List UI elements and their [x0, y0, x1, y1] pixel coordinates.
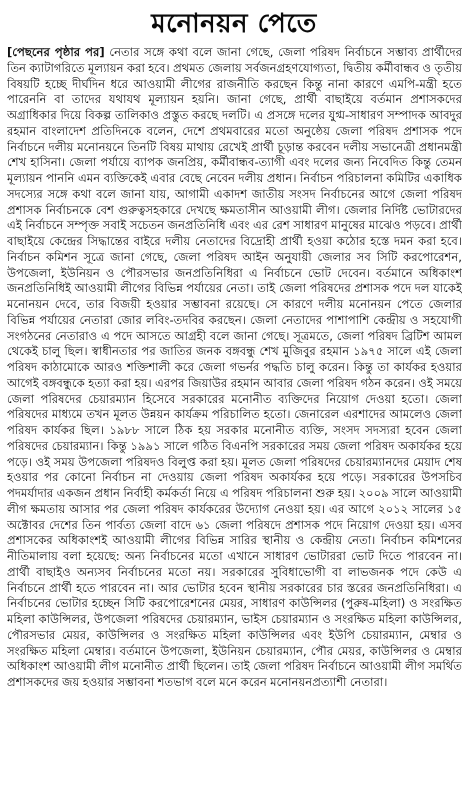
article-headline: মনোনয়ন পেতে: [151, 9, 317, 39]
article-body-text: নেতার সঙ্গে কথা বলে জানা গেছে, জেলা পরিষদ নির্বাচনে সম্ভাব্য প্রার্থীদের তিন ক্যাটাগরিতে মূল্যায়ন করা হবে। প্রথমত জেলায় সর্বজনগ্রহণযোগ্যতা, দ্বিতীয় কর্মীবান্ধব ও তৃতীয় বিষয়টি হচ্ছে দীর্ঘদিন ধরে আওয়ামী লীগের রাজনীতি করছেন কিন্তু নানা কারণে এমপি-মন্ত্রী হতে পারেননি বা তাদের যথাযথ মূল্যায়ন হয়নি। জানা গেছে, প্রার্থী বাছাইয়ে বর্তমান প্রশাসকদের অগ্রাধিকার দিয়ে বিকল্প তালিকাও প্রস্তুত করছে দলটি। এ প্রসঙ্গে দলের যুগ্ম-সাধারণ সম্পাদক আবদুর রহমান বাংলাদেশ প্রতিদিনকে বলেন, দেশে প্রথমবারের মতো অনুষ্ঠেয় জেলা পরিষদ প্রশাসক পদে নির্বাচনে দলীয় মনোনয়নে তিনটি বিষয় মাথায় রেখেই প্রার্থী চূড়ান্ত করবেন দলীয় সভানেত্রী প্রধানমন্ত্রী শেখ হাসিনা। জেলা পর্যায়ে ব্যাপক জনপ্রিয়, কর্মীবান্ধব-ত্যাগী এবং দলের জন্য নিবেদিত কিন্তু তেমন মূল্যায়ন পাননি এমন ব্যক্তিকেই এবার বেছে নেবেন দলীয় প্রধান। নির্বাচন পরিচালনা কমিটির একাধিক সদস্যের সঙ্গে কথা বলে জানা যায়, আগামী একাদশ জাতীয় সংসদ নির্বাচনের আগে জেলা পরিষদ প্রশাসক নির্বাচনকে বেশ গুরুত্বসহকারে দেখছে ক্ষমতাসীন আওয়ামী লীগ। জেলার নির্দিষ্ট ভোটারদের এই নির্বাচনে সম্পৃক্ত সবাই সচেতন জনপ্রতিনিধি এবং এর রেশ সাধারণ মানুষের মাঝেও পড়বে। প্রার্থী বাছাইয়ে কেন্দ্রের সিদ্ধান্তের বাইরে দলীয় নেতাদের বিদ্রোহী প্রার্থী হওয়া কঠোর হস্তে দমন করা হবে। নির্বাচন কমিশন সূত্রে জানা গেছে, জেলা পরিষদ আইন অনুযায়ী জেলার সব সিটি করপোরেশন, উপজেলা, ইউনিয়ন ও পৌরসভার জনপ্রতিনিধিরা এ নির্বাচনে ভোট দেবেন। বর্তমানে অধিকাংশ জনপ্রতিনিধিই আওয়ামী লীগের বিভিন্ন পর্যায়ের নেতা। তাই জেলা পরিষদের প্রশাসক পদে দল যাকেই মনোনয়ন দেবে, তার বিজয়ী হওয়ার সম্ভাবনা রয়েছে। সে কারণে দলীয় মনোনয়ন পেতে জেলার বিভিন্ন পর্যায়ের নেতারা জোর লবিং-তদবির করছেন। জেলা নেতাদের পাশাপাশি কেন্দ্রীয় ও সহযোগী সংগঠনের নেতারাও এ পদে আসতে আগ্রহী বলে জানা গেছে। সূত্রমতে, জেলা পরিষদ ব্রিটিশ আমল থেকেই চালু ছিল। স্বাধীনতার পর জাতির জনক বঙ্গবন্ধু শেখ মুজিবুর রহমান ১৯৭৫ সালে এই জেলা পরিষদ কাঠামোকে আরও শক্তিশালী করে জেলা গভর্নর পদ্ধতি চালু করেন। কিন্তু তা কার্যকর হওয়ার আগেই বঙ্গবন্ধুকে হত্যা করা হয়। এরপর জিয়াউর রহমান আবার জেলা পরিষদ গঠন করেন। ওই সময়ে জেলা পরিষদের চেয়ারম্যান হিসেবে সরকারের মনোনীত ব্যক্তিদের নিয়োগ দেওয়া হতো। জেলা পরিষদের মাধ্যমে তখন মূলত উন্নয়ন কার্যক্রম পরিচালিত হতো। জেনারেল এরশাদের আমলেও জেলা পরিষদ কার্যকর ছিল। ১৯৮৮ সালে ঠিক হয় সরকার মনোনীত ব্যক্তি, সংসদ সদস্যরা হবেন জেলা পরিষদের চেয়ারম্যান। কিন্তু ১৯৯১ সালে গঠিত বিএনপি সরকারের সময় জেলা পরিষদ অকার্যকর হয়ে পড়ে। ওই সময় উপজেলা পরিষদও বিলুপ্ত করা হয়। মূলত জেলা পরিষদের চেয়ারম্যানদের মেয়াদ শেষ হওয়ার পর কোনো নির্বাচন না দেওয়ায় জেলা পরিষদ অকার্যকর হয়ে পড়ে। সরকারের উপসচিব পদমর্যাদার একজন প্রধান নির্বাহী কর্মকর্তা নিয়ে এ পরিষদ পরিচালনা শুরু হয়। ২০০৯ সালে আওয়ামী লীগ ক্ষমতায় আসার পর জেলা পরিষদ কার্যকরের উদ্যোগ নেওয়া হয়। এর আগে ২০১২ সালের ১৫ অক্টোবর দেশের তিন পার্বত্য জেলা বাদে ৬১ জেলা পরিষদে প্রশাসক পদে নিয়োগ দেওয়া হয়। এসব প্রশাসকের অধিকাংশই আওয়ামী লীগের বিভিন্ন সারির স্থানীয় ও কেন্দ্রীয় নেতা। নির্বাচন কমিশনের নীতিমালায় বলা হয়েছে: অন্য নির্বাচনের মতো এখানে সাধারণ ভোটাররা ভোট দিতে পারবেন না। প্রার্থী বাছাইও অন্যসব নির্বাচনের মতো নয়। সরকারের সুবিধাভোগী বা লাভজনক পদে কেউ এ নির্বাচনে প্রার্থী হতে পারবেন না। আর ভোটার হবেন স্থানীয় সরকারের চার স্তরের জনপ্রতিনিধিরা। এ নির্বাচনের ভোটার হচ্ছেন সিটি করপোরেশনের মেয়র, সাধারণ কাউন্সিলর (পুরুষ-মহিলা) ও সংরক্ষিত মহিলা কাউন্সিলর, উপজেলা পরিষদের চেয়ারম্যান, ভাইস চেয়ারম্যান ও সংরক্ষিত মহিলা কাউন্সিলর, পৌরসভার মেয়র, কাউন্সিলর ও সংরক্ষিত মহিলা কাউন্সিলর এবং ইউপি চেয়ারম্যান, মেম্বার ও সংরক্ষিত মহিলা মেম্বার। বর্তমানে উপজেলা, ইউনিয়ন চেয়ারম্যান, পৌর মেয়র, কাউন্সিলর ও মেম্বার অধিকাংশ আওয়ামী লীগ মনোনীত প্রার্থী ছিলেন। তাই জেলা পরিষদ নির্বাচনে আওয়ামী লীগ সমর্থিত প্রশাসকদের জয় হওয়ার সম্ভাবনা শতভাগ বলে মনে করেন মনোনয়নপ্রত্যাশী নেতারা।: [7, 45, 462, 689]
continuation-label: [পেছনের পৃষ্ঠার পর]: [7, 45, 105, 59]
article-paragraph: [7, 45, 462, 691]
article-body: [7, 45, 462, 797]
